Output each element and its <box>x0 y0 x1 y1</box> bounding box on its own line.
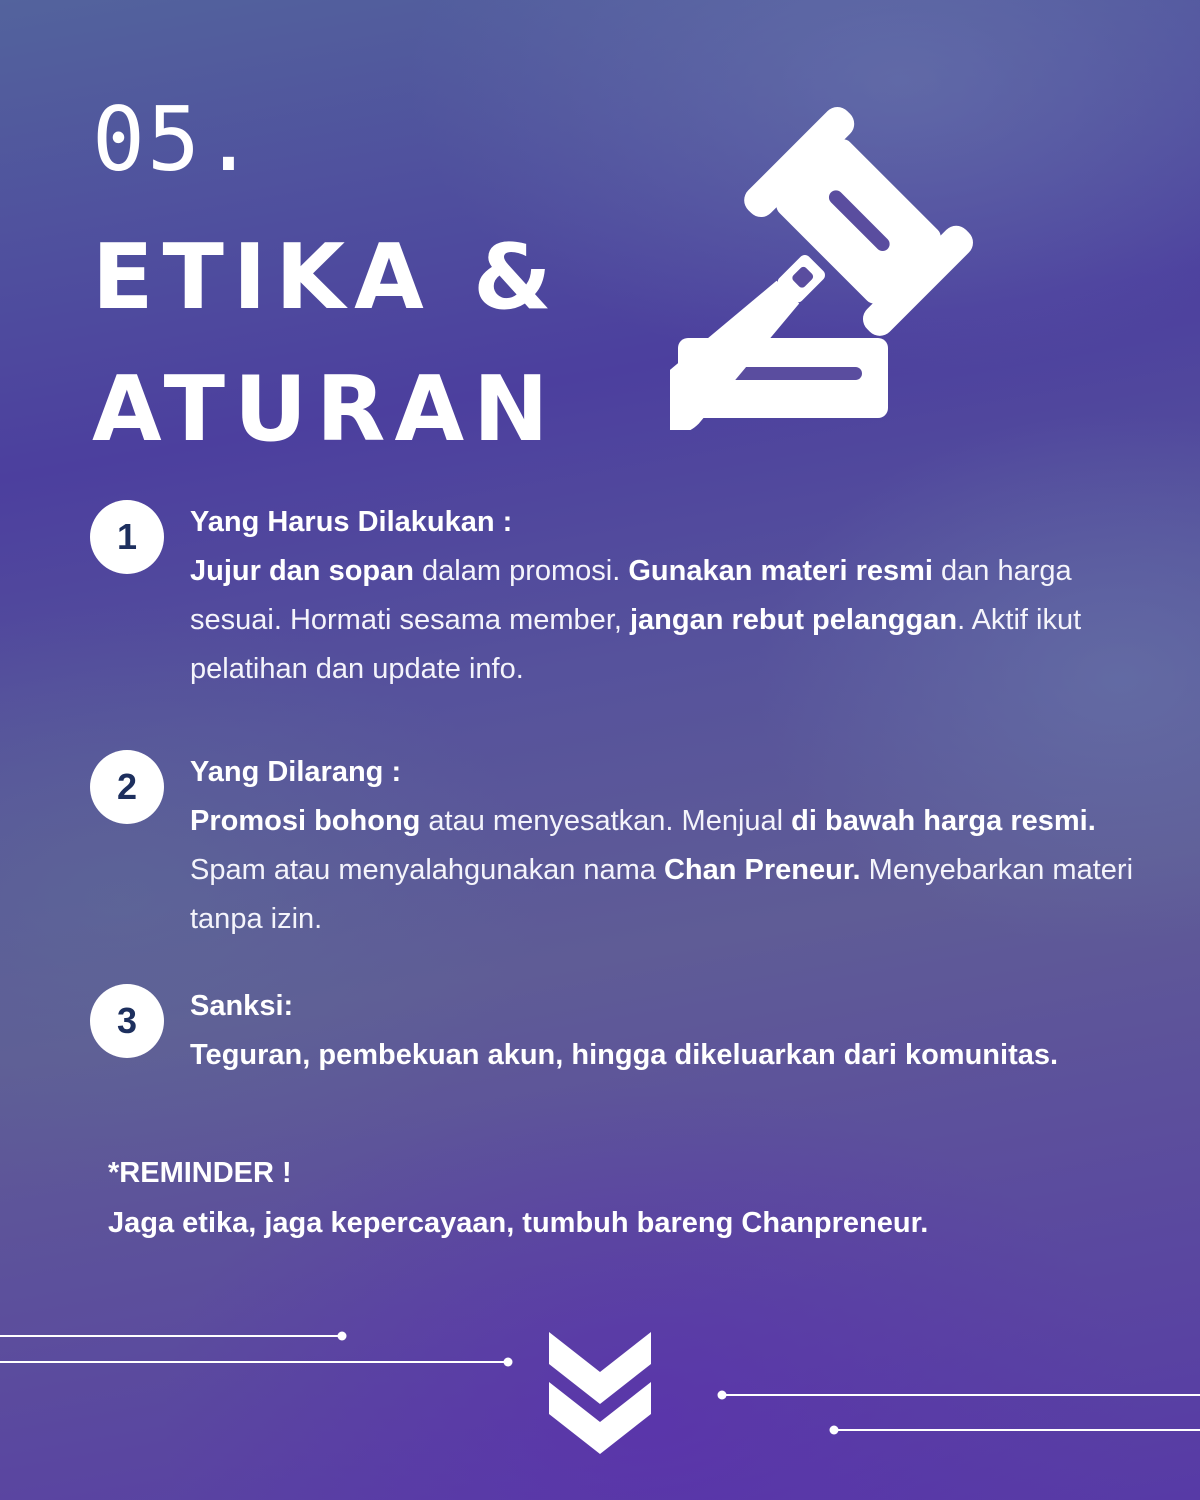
title-line-1: ETIKA & <box>92 225 561 330</box>
title-line-2: ATURAN <box>92 357 558 462</box>
number-badge: 3 <box>90 984 164 1058</box>
gavel-icon <box>670 60 1170 430</box>
reminder-text: Jaga etika, jaga kepercayaan, tumbuh bareng Chanpreneur. <box>108 1207 929 1239</box>
item-text-bold: Jujur dan sopan <box>190 555 414 587</box>
item-text: . Aktif ikut pelatihan dan update info. <box>190 604 1082 685</box>
item-text-bold: Teguran, pembekuan akun, hingga dikeluarkan dari komunitas. <box>190 1039 1059 1071</box>
line-dot <box>338 1332 347 1341</box>
item-heading: Yang Dilarang : <box>190 756 402 788</box>
double-chevron-down-icon <box>549 1332 651 1454</box>
line-dot <box>830 1426 839 1435</box>
reminder-label: *REMINDER ! <box>108 1157 292 1189</box>
item-text-bold: Gunakan materi resmi <box>628 555 933 587</box>
item-text-bold: Chan Preneur. <box>663 854 861 886</box>
item-heading: Sanksi: <box>190 990 294 1022</box>
item-text-bold: jangan rebut pelanggan <box>629 604 958 636</box>
number-badge: 2 <box>90 750 164 824</box>
page-title <box>92 212 561 476</box>
list-item-3 <box>90 982 1150 1080</box>
item-text-bold: di bawah harga resmi. <box>791 805 1096 837</box>
item-body <box>190 547 1150 694</box>
item-text: atau menyesatkan. Menjual <box>420 805 792 837</box>
item-text: Spam atau menyalahgunakan nama <box>190 854 664 886</box>
item-heading: Yang Harus Dilakukan : <box>190 506 513 538</box>
line-dot <box>504 1358 513 1367</box>
footer-decoration <box>0 1320 1200 1500</box>
item-body <box>190 1031 1150 1080</box>
reminder <box>108 1148 928 1248</box>
list-item-1 <box>90 498 1150 694</box>
list-item-2 <box>90 748 1150 944</box>
item-body <box>190 797 1150 944</box>
number-badge: 1 <box>90 500 164 574</box>
item-text: Menyebarkan materi tanpa izin. <box>190 854 1134 935</box>
item-text-bold: Promosi bohong <box>190 805 421 837</box>
line-dot <box>718 1391 727 1400</box>
item-text: dan harga sesuai. Hormati sesama member, <box>190 555 1072 636</box>
item-text: dalam promosi. <box>413 555 629 587</box>
section-number: 05. <box>92 88 257 191</box>
